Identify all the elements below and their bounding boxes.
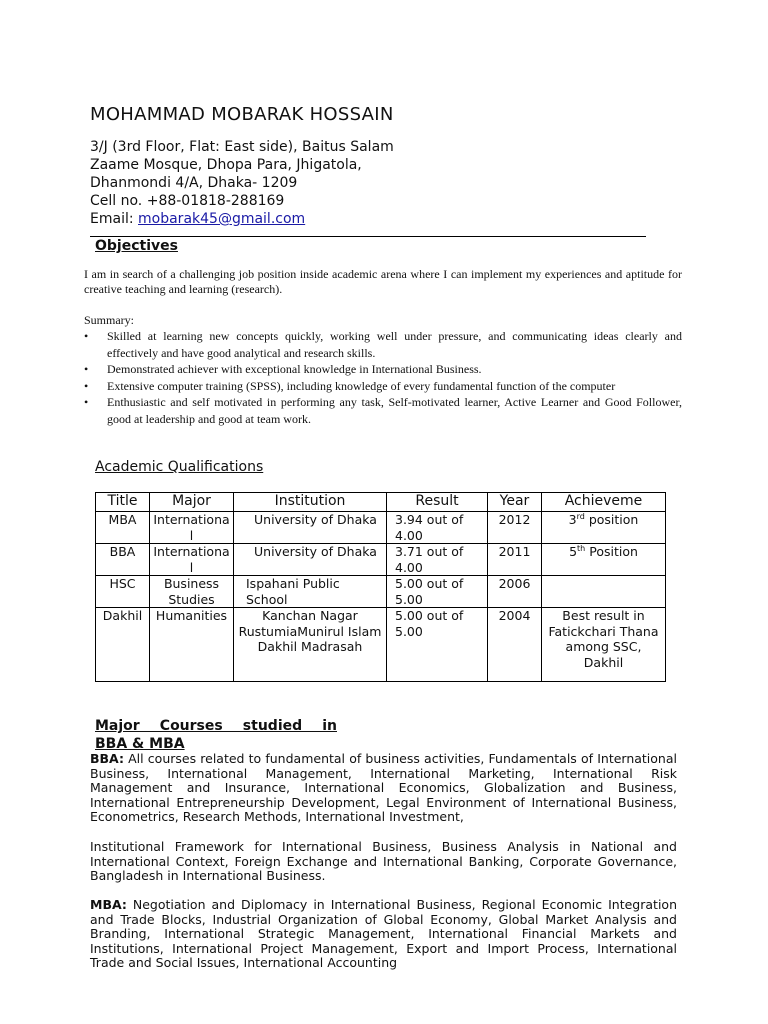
degree-major: Humanities <box>150 608 234 682</box>
table-row <box>96 544 666 576</box>
degree-result: 3.71 out of 4.00 <box>387 544 488 576</box>
column-header-institution: Institution <box>234 493 387 512</box>
column-header-achievement: Achieveme <box>542 493 666 512</box>
column-header-major: Major <box>150 493 234 512</box>
summary-item: • Enthusiastic and self motivated in performing any task, Self-motivated learner, Active Learner and Good Follower, good at leadership and good at team work. <box>84 394 682 427</box>
degree-year: 2012 <box>488 512 542 544</box>
degree-major: International <box>150 544 234 576</box>
degree-achievement <box>542 512 666 544</box>
table-row <box>96 608 666 682</box>
degree-institution: University of Dhaka <box>234 512 387 544</box>
degree-result: 3.94 out of 4.00 <box>387 512 488 544</box>
degree-title: HSC <box>96 576 150 608</box>
objectives-heading: Objectives <box>95 238 178 254</box>
degree-major: Business Studies <box>150 576 234 608</box>
degree-achievement: Best result in Fatickchari Thana among SSC, Dakhil <box>548 608 659 670</box>
table-row <box>96 576 666 608</box>
column-header-result: Result <box>387 493 488 512</box>
bba-courses-continued: Institutional Framework for International Business, Business Analysis in National and International Context, Foreign Exchange and International Banking, Corporate Governance, Bangladesh in International Business. <box>90 839 677 884</box>
degree-result: 5.00 out of 5.00 <box>387 576 488 608</box>
degree-achievement <box>542 544 666 576</box>
achievement-rest: Position <box>585 544 638 559</box>
degree-year: 2006 <box>488 576 542 608</box>
degree-institution: University of Dhaka <box>234 544 387 576</box>
email-label: Email: <box>90 211 139 227</box>
bba-courses <box>90 752 677 825</box>
achievement-rank: 5 <box>569 544 578 559</box>
cell-number: Cell no. +88-01818-288169 <box>90 193 285 209</box>
address-line-2: Zaame Mosque, Dhopa Para, Jhigatola, <box>90 157 362 173</box>
column-header-year: Year <box>488 493 542 512</box>
summary-item: • Demonstrated achiever with exceptional knowledge in International Business. <box>84 361 682 378</box>
degree-year: 2004 <box>488 608 542 682</box>
academic-table <box>95 492 666 682</box>
degree-achievement <box>542 576 666 608</box>
table-row <box>96 512 666 544</box>
column-header-title: Title <box>96 493 150 512</box>
summary-label: Summary: <box>84 313 134 327</box>
degree-title: Dakhil <box>96 608 150 682</box>
degree-result: 5.00 out of 5.00 <box>387 608 488 682</box>
degree-institution: Ispahani Public School <box>234 576 387 608</box>
mba-courses <box>90 898 677 971</box>
summary-item: • Extensive computer training (SPSS), including knowledge of every fundamental function of the computer <box>84 378 682 395</box>
degree-year: 2011 <box>488 544 542 576</box>
email-row <box>90 210 394 228</box>
objectives-text: I am in search of a challenging job position inside academic arena where I can implement my experiences and aptitude for creative teaching and learning (research). <box>84 267 682 296</box>
bba-courses-text: All courses related to fundamental of business activities, Fundamentals of International Business, International Management, International Marketing, International Risk Management and Insurance, International Economics, Globalization and Business, International Entrepreneurship Development, Legal Environment of International Business, Econometrics, Research Methods, International Investment, <box>90 751 677 825</box>
degree-institution-cell <box>234 608 387 682</box>
degree-achievement-cell <box>542 608 666 682</box>
summary-item: • Skilled at learning new concepts quickly, working well under pressure, and communicating ideas clearly and effectively and have good analytical and research skills. <box>84 328 682 361</box>
courses-heading: Major Courses studied in <box>95 718 337 734</box>
achievement-rest: position <box>584 512 639 527</box>
summary-list <box>84 328 682 427</box>
degree-title: BBA <box>96 544 150 576</box>
address-line-3: Dhanmondi 4/A, Dhaka- 1209 <box>90 175 298 191</box>
mba-label: MBA: <box>90 897 127 912</box>
degree-institution: Kanchan Nagar RustumiaMunirul Islam Dakhil Madrasah <box>238 608 382 654</box>
address-line-1: 3/J (3rd Floor, Flat: East side), Baitus Salam <box>90 139 394 155</box>
mba-courses-text: Negotiation and Diplomacy in International Business, Regional Economic Integration and Trade Blocks, Industrial Organization of Global Economy, Global Market Analysis and Branding, International Strategic Management, International Financial Markets and Institutions, International Project Management, Export and Import Process, International Trade and Social Issues, International Accounting <box>90 897 677 971</box>
achievement-suffix: th <box>577 543 586 553</box>
header-divider <box>90 236 646 237</box>
academic-heading: Academic Qualifications <box>95 459 264 475</box>
table-header-row <box>96 493 666 512</box>
candidate-name: MOHAMMAD MOBARAK HOSSAIN <box>90 104 394 125</box>
email-link[interactable]: mobarak45@gmail.com <box>138 211 306 227</box>
bba-label: BBA: <box>90 751 124 766</box>
degree-major: International <box>150 512 234 544</box>
contact-block <box>90 138 394 228</box>
degree-title: MBA <box>96 512 150 544</box>
courses-heading-line-2: BBA & MBA <box>95 736 185 752</box>
achievement-suffix: rd <box>576 511 585 521</box>
achievement-rank: 3 <box>568 512 577 527</box>
